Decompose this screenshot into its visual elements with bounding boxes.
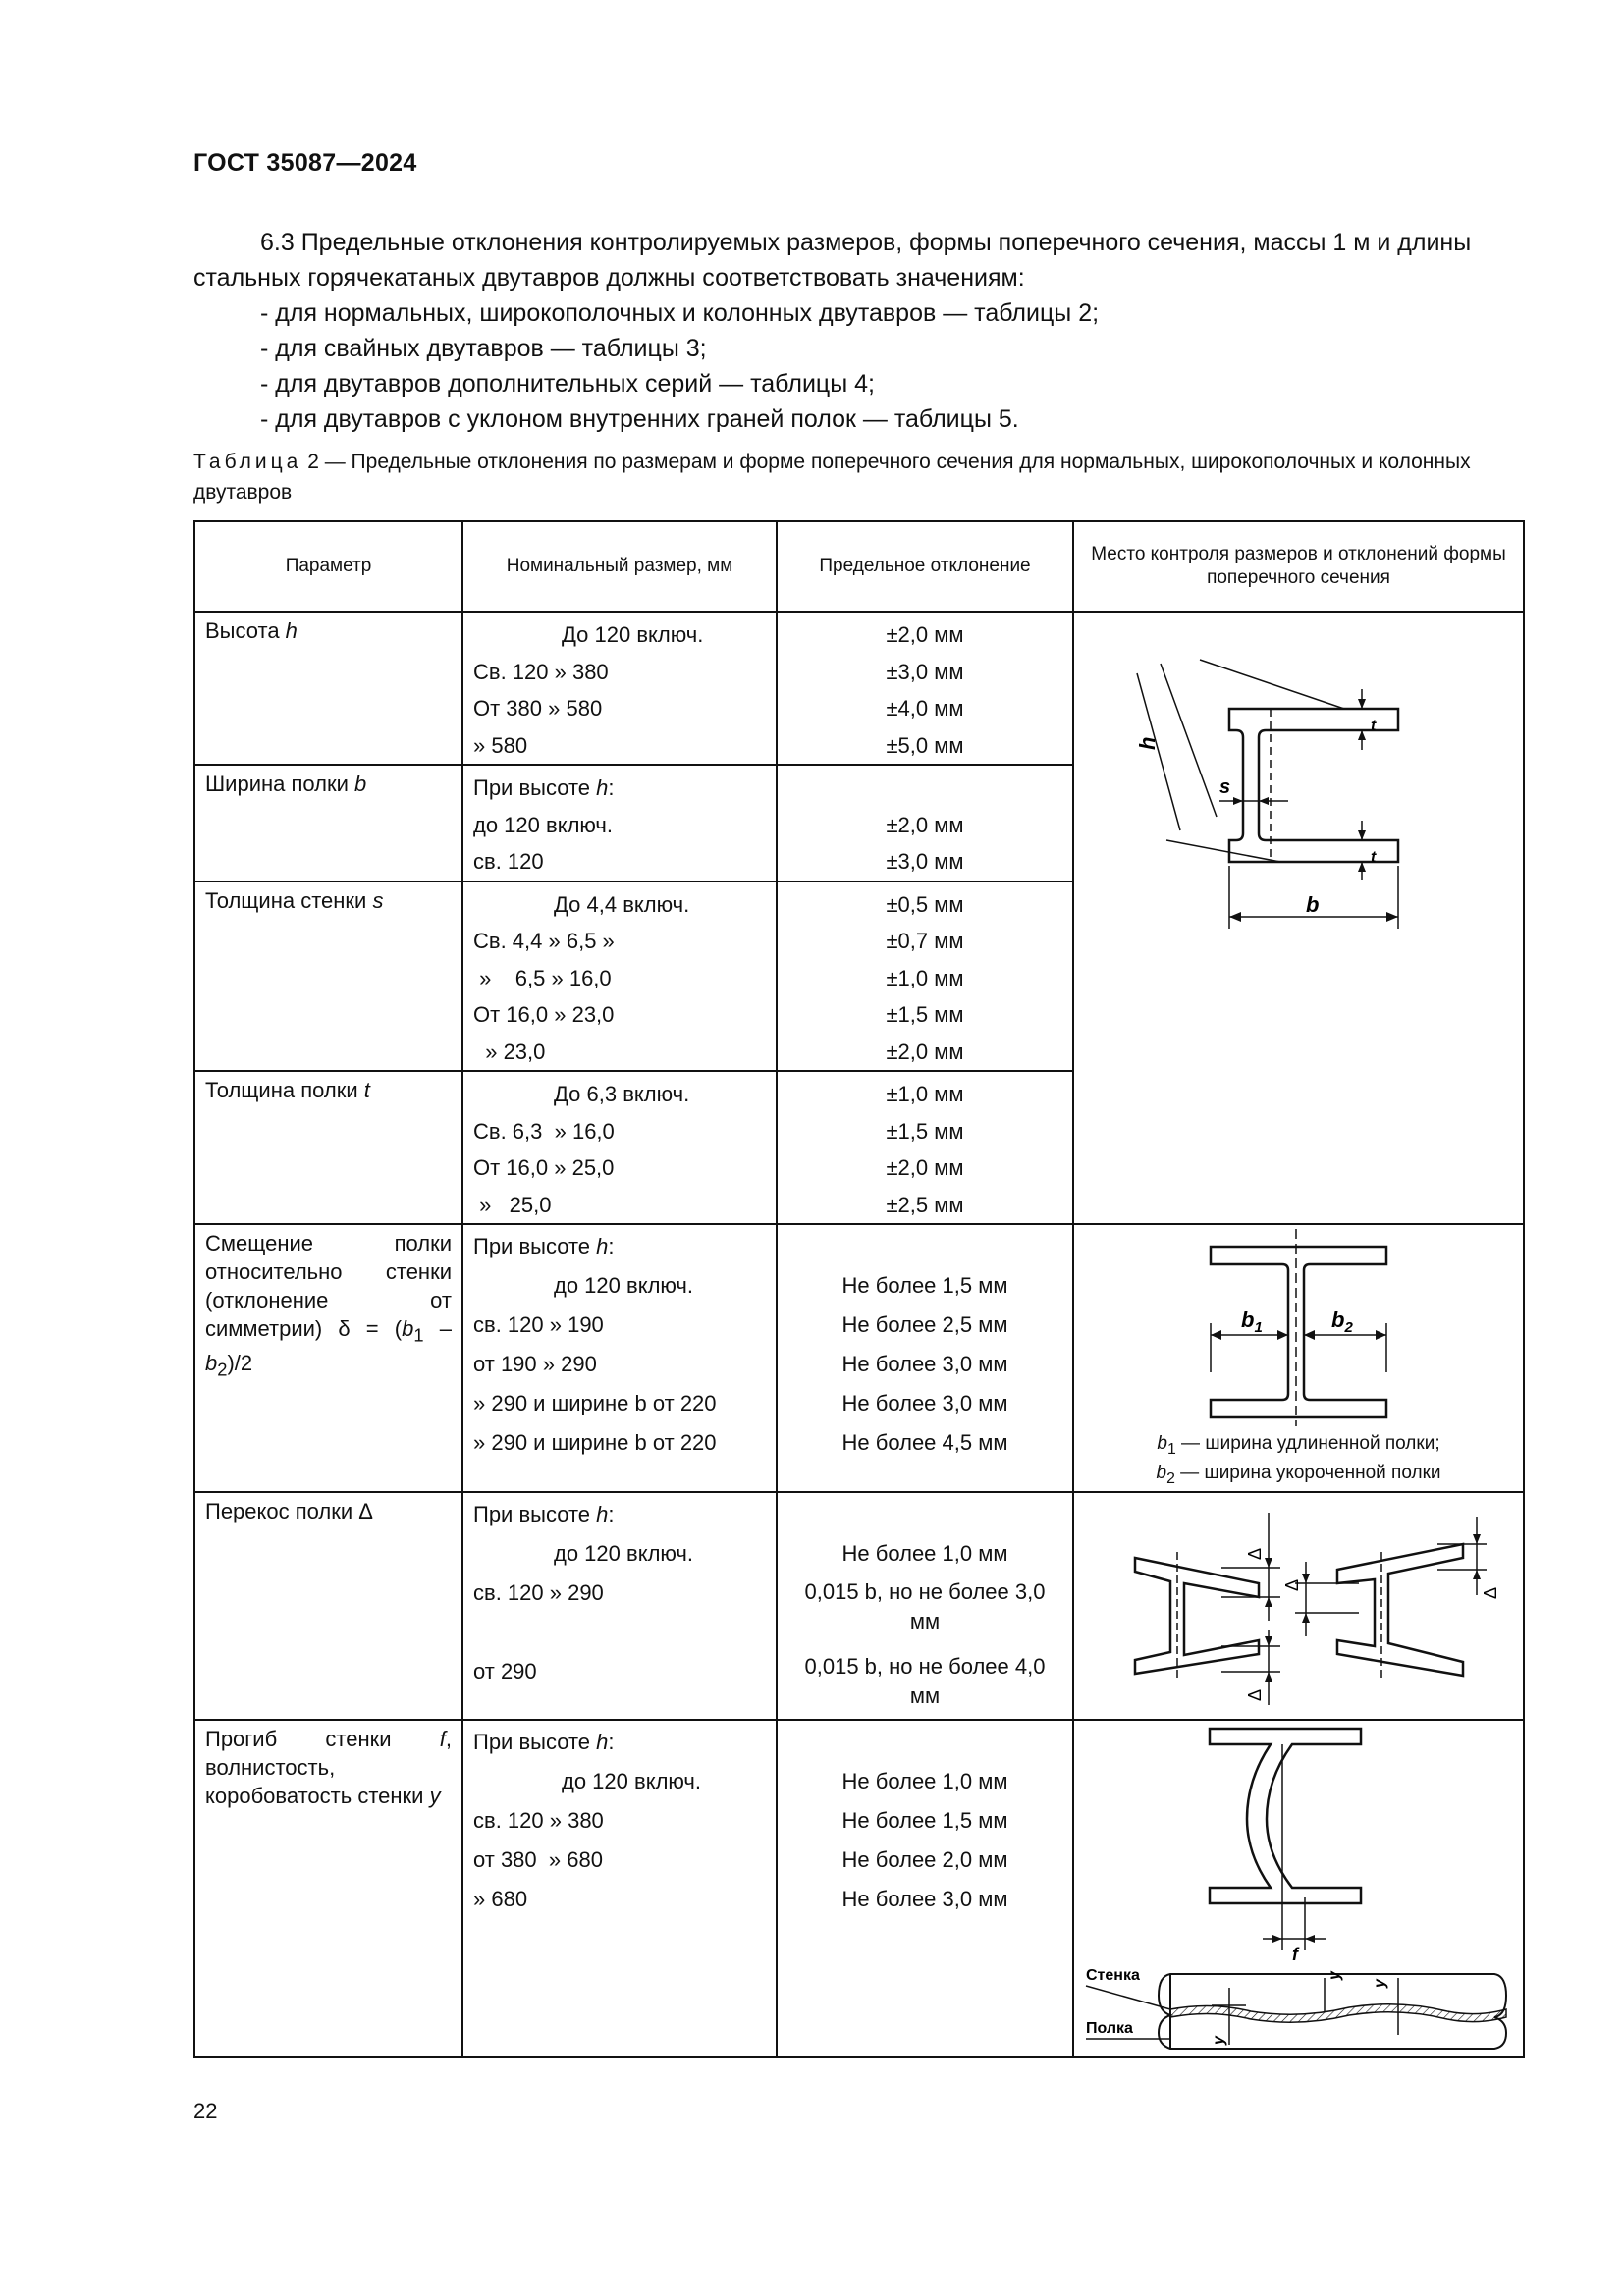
size-line: До 6,3 включ.: [554, 1082, 690, 1106]
sizes-offset: [462, 1224, 777, 1492]
size-line: От 380 » 580: [473, 696, 603, 721]
dev-line: Не более 2,5 мм: [841, 1312, 1008, 1337]
sizes-skew: [462, 1492, 777, 1720]
table-header-row: [194, 521, 1524, 612]
label-y: y: [1372, 1978, 1388, 1988]
devs-flange-width: [777, 765, 1073, 881]
param-skew: Перекос полки Δ: [194, 1492, 462, 1720]
dev-line: ±1,5 мм: [886, 1002, 964, 1027]
legend-b1: $b_1$ — ширина удлиненной полки;: [1157, 1433, 1440, 1458]
label-y: y: [1326, 1970, 1343, 1980]
devs-height: [777, 612, 1073, 765]
size-line: св. 120: [473, 849, 544, 874]
label-flange: Полка: [1086, 2019, 1133, 2037]
dev-line: [778, 1725, 1072, 1762]
size-line: При высоте h:: [473, 1729, 615, 1754]
label-web: Стенка: [1086, 1966, 1140, 1984]
dev-line: Не более 4,5 мм: [841, 1430, 1008, 1455]
label-delta: Δ: [1245, 1688, 1265, 1701]
caption-text: — Предельные отклонения по размерам и форме поперечного сечения для нормальных, широкополочных и колонных двутавров: [193, 451, 1471, 504]
offset-legend: [1074, 1432, 1523, 1491]
dev-line: ±0,7 мм: [886, 929, 964, 953]
intro-paragraph: 6.3 Предельные отклонения контролируемых размеров, формы поперечного сечения, массы 1 м и длины стальных горячекатаных двутавров должны соответствовать значениям:: [193, 229, 1472, 292]
dev-line: Не более 2,0 мм: [841, 1846, 1008, 1872]
dev-line: Не более 1,0 мм: [841, 1540, 1008, 1566]
diagram-cell-offset: [1073, 1224, 1524, 1492]
header-deviation: Предельное отклонение: [777, 521, 1073, 612]
dev-line: Не более 3,0 мм: [841, 1886, 1008, 1911]
size-line: От 16,0 » 25,0: [473, 1155, 615, 1180]
dev-line: ±2,5 мм: [886, 1192, 964, 1217]
param-flange-width: Ширина полки b: [194, 765, 462, 881]
size-line: св. 120 » 190: [473, 1312, 604, 1337]
dev-line: ±2,0 мм: [886, 622, 964, 647]
deviation-table: [193, 520, 1525, 2058]
flange-skew-diagram: [1074, 1493, 1525, 1713]
dev-line: Не более 3,0 мм: [841, 1391, 1008, 1415]
label-f: f: [1292, 1944, 1298, 1964]
size-line: до 120 включ.: [473, 812, 613, 837]
size-line: св. 120 » 290: [473, 1579, 604, 1605]
sizes-flange-thickness: [462, 1071, 777, 1224]
intro-section: [193, 225, 1519, 437]
size-line: » 6,5 » 16,0: [473, 965, 612, 990]
size-line: Св. 4,4 » 6,5 »: [473, 929, 615, 953]
size-line: » 23,0: [473, 1039, 546, 1064]
diagram-cell-skew: [1073, 1492, 1524, 1720]
size-line: до 120 включ.: [562, 1768, 701, 1793]
devs-web-thickness: [777, 881, 1073, 1072]
header-control-place: Место контроля размеров и отклонений формы поперечного сечения: [1073, 521, 1524, 612]
size-line: До 4,4 включ.: [554, 891, 690, 917]
intro-list-item: - для свайных двутавров — таблицы 3;: [260, 335, 707, 362]
table-row-deflection: [194, 1720, 1524, 2057]
size-line: » 25,0: [473, 1192, 552, 1217]
label-h: h: [1135, 736, 1160, 750]
ibeam-dimensions-diagram: [1074, 613, 1525, 1197]
size-line: » 580: [473, 732, 528, 758]
diagram-cell-ibeam: [1073, 612, 1524, 1224]
label-t-bottom: t: [1371, 849, 1377, 866]
standard-code: ГОСТ 35087—2024: [193, 149, 417, 177]
sizes-deflection: [462, 1720, 777, 2057]
table-row-height: [194, 612, 1524, 765]
param-height: Высота h: [194, 612, 462, 765]
size-line: от 190 » 290: [473, 1352, 597, 1376]
table-caption: [193, 447, 1521, 507]
devs-flange-thickness: [777, 1071, 1073, 1224]
devs-offset: [777, 1224, 1073, 1492]
flange-offset-diagram: [1074, 1225, 1525, 1426]
size-line: При высоте h:: [473, 1501, 615, 1526]
dev-line: 0,015 b, но не более 4,0 мм: [804, 1653, 1046, 1708]
table-row-offset: [194, 1224, 1524, 1492]
size-line: Св. 6,3 » 16,0: [473, 1118, 615, 1144]
dev-line: Не более 1,5 мм: [841, 1273, 1008, 1298]
sizes-flange-width: [462, 765, 777, 881]
size-line: св. 120 » 380: [473, 1807, 604, 1833]
label-t-top: t: [1371, 718, 1377, 734]
legend-b2: $b_2$ — ширина укороченной полки: [1156, 1462, 1441, 1487]
size-line: до 120 включ.: [554, 1540, 693, 1566]
header-nominal-size: Номинальный размер, мм: [462, 521, 777, 612]
sizes-web-thickness: [462, 881, 777, 1072]
size-line: до 120 включ.: [554, 1273, 693, 1298]
dev-line: [778, 1497, 1072, 1534]
dev-line: ±3,0 мм: [886, 849, 964, 874]
dev-line: ±1,0 мм: [886, 965, 964, 990]
dev-line: [778, 1229, 1072, 1266]
dev-line: ±0,5 мм: [886, 891, 964, 917]
table-row-skew: [194, 1492, 1524, 1720]
param-flange-thickness: Толщина полки t: [194, 1071, 462, 1224]
size-line: При высоте h:: [473, 775, 615, 800]
dev-line: Не более 1,5 мм: [841, 1807, 1008, 1833]
size-line: Св. 120 » 380: [473, 659, 609, 684]
dev-line: ±1,5 мм: [886, 1118, 964, 1144]
size-line: » 290 и ширине b от 220: [473, 1391, 717, 1415]
label-y: y: [1211, 2035, 1227, 2045]
param-deflection: Прогиб стенки f, волнистость, коробоватость стенки y: [194, 1720, 462, 2057]
label-s: s: [1219, 776, 1231, 798]
dev-line: ±2,0 мм: [886, 1039, 964, 1064]
param-offset: Смещение полки относительно стенки (отклонение от симметрии) $\delta = (b_1 - b_2)/2$: [194, 1224, 462, 1492]
label-delta: Δ: [1481, 1586, 1500, 1599]
size-line: » 680: [473, 1886, 528, 1911]
web-deflection-diagram: [1074, 1721, 1525, 2051]
param-web-thickness: Толщина стенки s: [194, 881, 462, 1072]
sizes-height: [462, 612, 777, 765]
devs-deflection: [777, 1720, 1073, 2057]
dev-line: [778, 770, 1072, 807]
dev-line: Не более 3,0 мм: [841, 1352, 1008, 1376]
size-line: При высоте h:: [473, 1234, 615, 1258]
header-parameter: Параметр: [194, 521, 462, 612]
dev-line: ±2,0 мм: [886, 812, 964, 837]
dev-line: Не более 1,0 мм: [841, 1768, 1008, 1793]
size-line: от 380 » 680: [473, 1846, 603, 1872]
caption-number: 2: [307, 451, 319, 473]
page-number: 22: [193, 2099, 218, 2123]
label-b2: $b_2$: [1331, 1308, 1353, 1336]
devs-skew: [777, 1492, 1073, 1720]
diagram-cell-deflection: [1073, 1720, 1524, 2057]
dev-line: ±3,0 мм: [886, 659, 964, 684]
intro-list-item: - для нормальных, широкополочных и колонных двутавров — таблицы 2;: [260, 299, 1100, 327]
size-line: От 16,0 » 23,0: [473, 1002, 615, 1027]
dev-line: ±5,0 мм: [886, 732, 964, 758]
intro-list-item: - для двутавров с уклоном внутренних граней полок — таблицы 5.: [260, 405, 1019, 433]
size-line: » 290 и ширине b от 220: [473, 1430, 717, 1455]
dev-line: ±4,0 мм: [886, 696, 964, 721]
dev-line: ±1,0 мм: [886, 1082, 964, 1106]
caption-label: Таблица: [193, 451, 302, 473]
size-line: от 290: [473, 1658, 537, 1683]
intro-list-item: - для двутавров дополнительных серий — таблицы 4;: [260, 370, 875, 398]
label-delta: Δ: [1245, 1547, 1265, 1560]
size-line: До 120 включ.: [562, 622, 704, 647]
dev-line: ±2,0 мм: [886, 1155, 964, 1180]
dev-line: 0,015 b, но не более 3,0 мм: [804, 1578, 1046, 1633]
label-b1: $b_1$: [1241, 1308, 1263, 1336]
label-delta: Δ: [1282, 1578, 1302, 1591]
label-b: b: [1306, 892, 1320, 917]
